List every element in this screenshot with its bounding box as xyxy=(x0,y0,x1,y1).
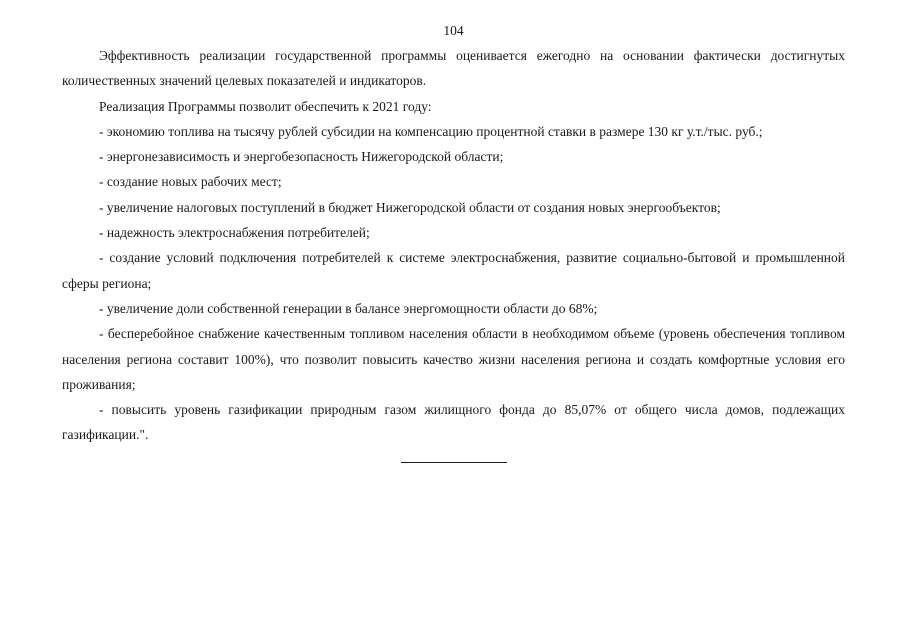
list-item-connection-conditions: - создание условий подключения потребителей к системе электроснабжения, развитие социально-бытовой и промышленной сферы региона; xyxy=(62,250,845,291)
page-number: 104 xyxy=(443,23,464,38)
list-item-fuel-supply: - бесперебойное снабжение качественным топливом населения области в необходимом объеме (уровень обеспечения топливом населения региона составит 100%), что позволит повысить качество жизни населения региона и создать комфортные условия его проживания; xyxy=(62,326,845,392)
list-item-own-generation: - увеличение доли собственной генерации в балансе энергомощности области до 68%; xyxy=(99,300,598,316)
document-page xyxy=(62,18,845,463)
paragraph-lead-in: Реализация Программы позволит обеспечить к 2021 году: xyxy=(99,98,432,114)
list-item-gasification: - повысить уровень газификации природным газом жилищного фонда до 85,07% от общего числа домов, подлежащих газификации.". xyxy=(62,402,845,443)
list-item-new-jobs: - создание новых рабочих мест; xyxy=(99,174,282,190)
paragraph-intro: Эффективность реализации государственной программы оценивается ежегодно на основании фактически достигнутых количественных значений целевых показателей и индикаторов. xyxy=(62,48,845,89)
list-item-energy-independence: - энергонезависимость и энергобезопасность Нижегородской области; xyxy=(99,149,504,165)
list-item-tax-revenue: - увеличение налоговых поступлений в бюджет Нижегородской области от создания новых энергообъектов; xyxy=(99,199,721,215)
end-rule xyxy=(401,462,507,463)
list-item-power-reliability: - надежность электроснабжения потребителей; xyxy=(99,225,370,241)
list-item-fuel-economy: - экономию топлива на тысячу рублей субсидии на компенсацию процентной ставки в размере 130 кг у.т./тыс. руб.; xyxy=(99,123,763,139)
